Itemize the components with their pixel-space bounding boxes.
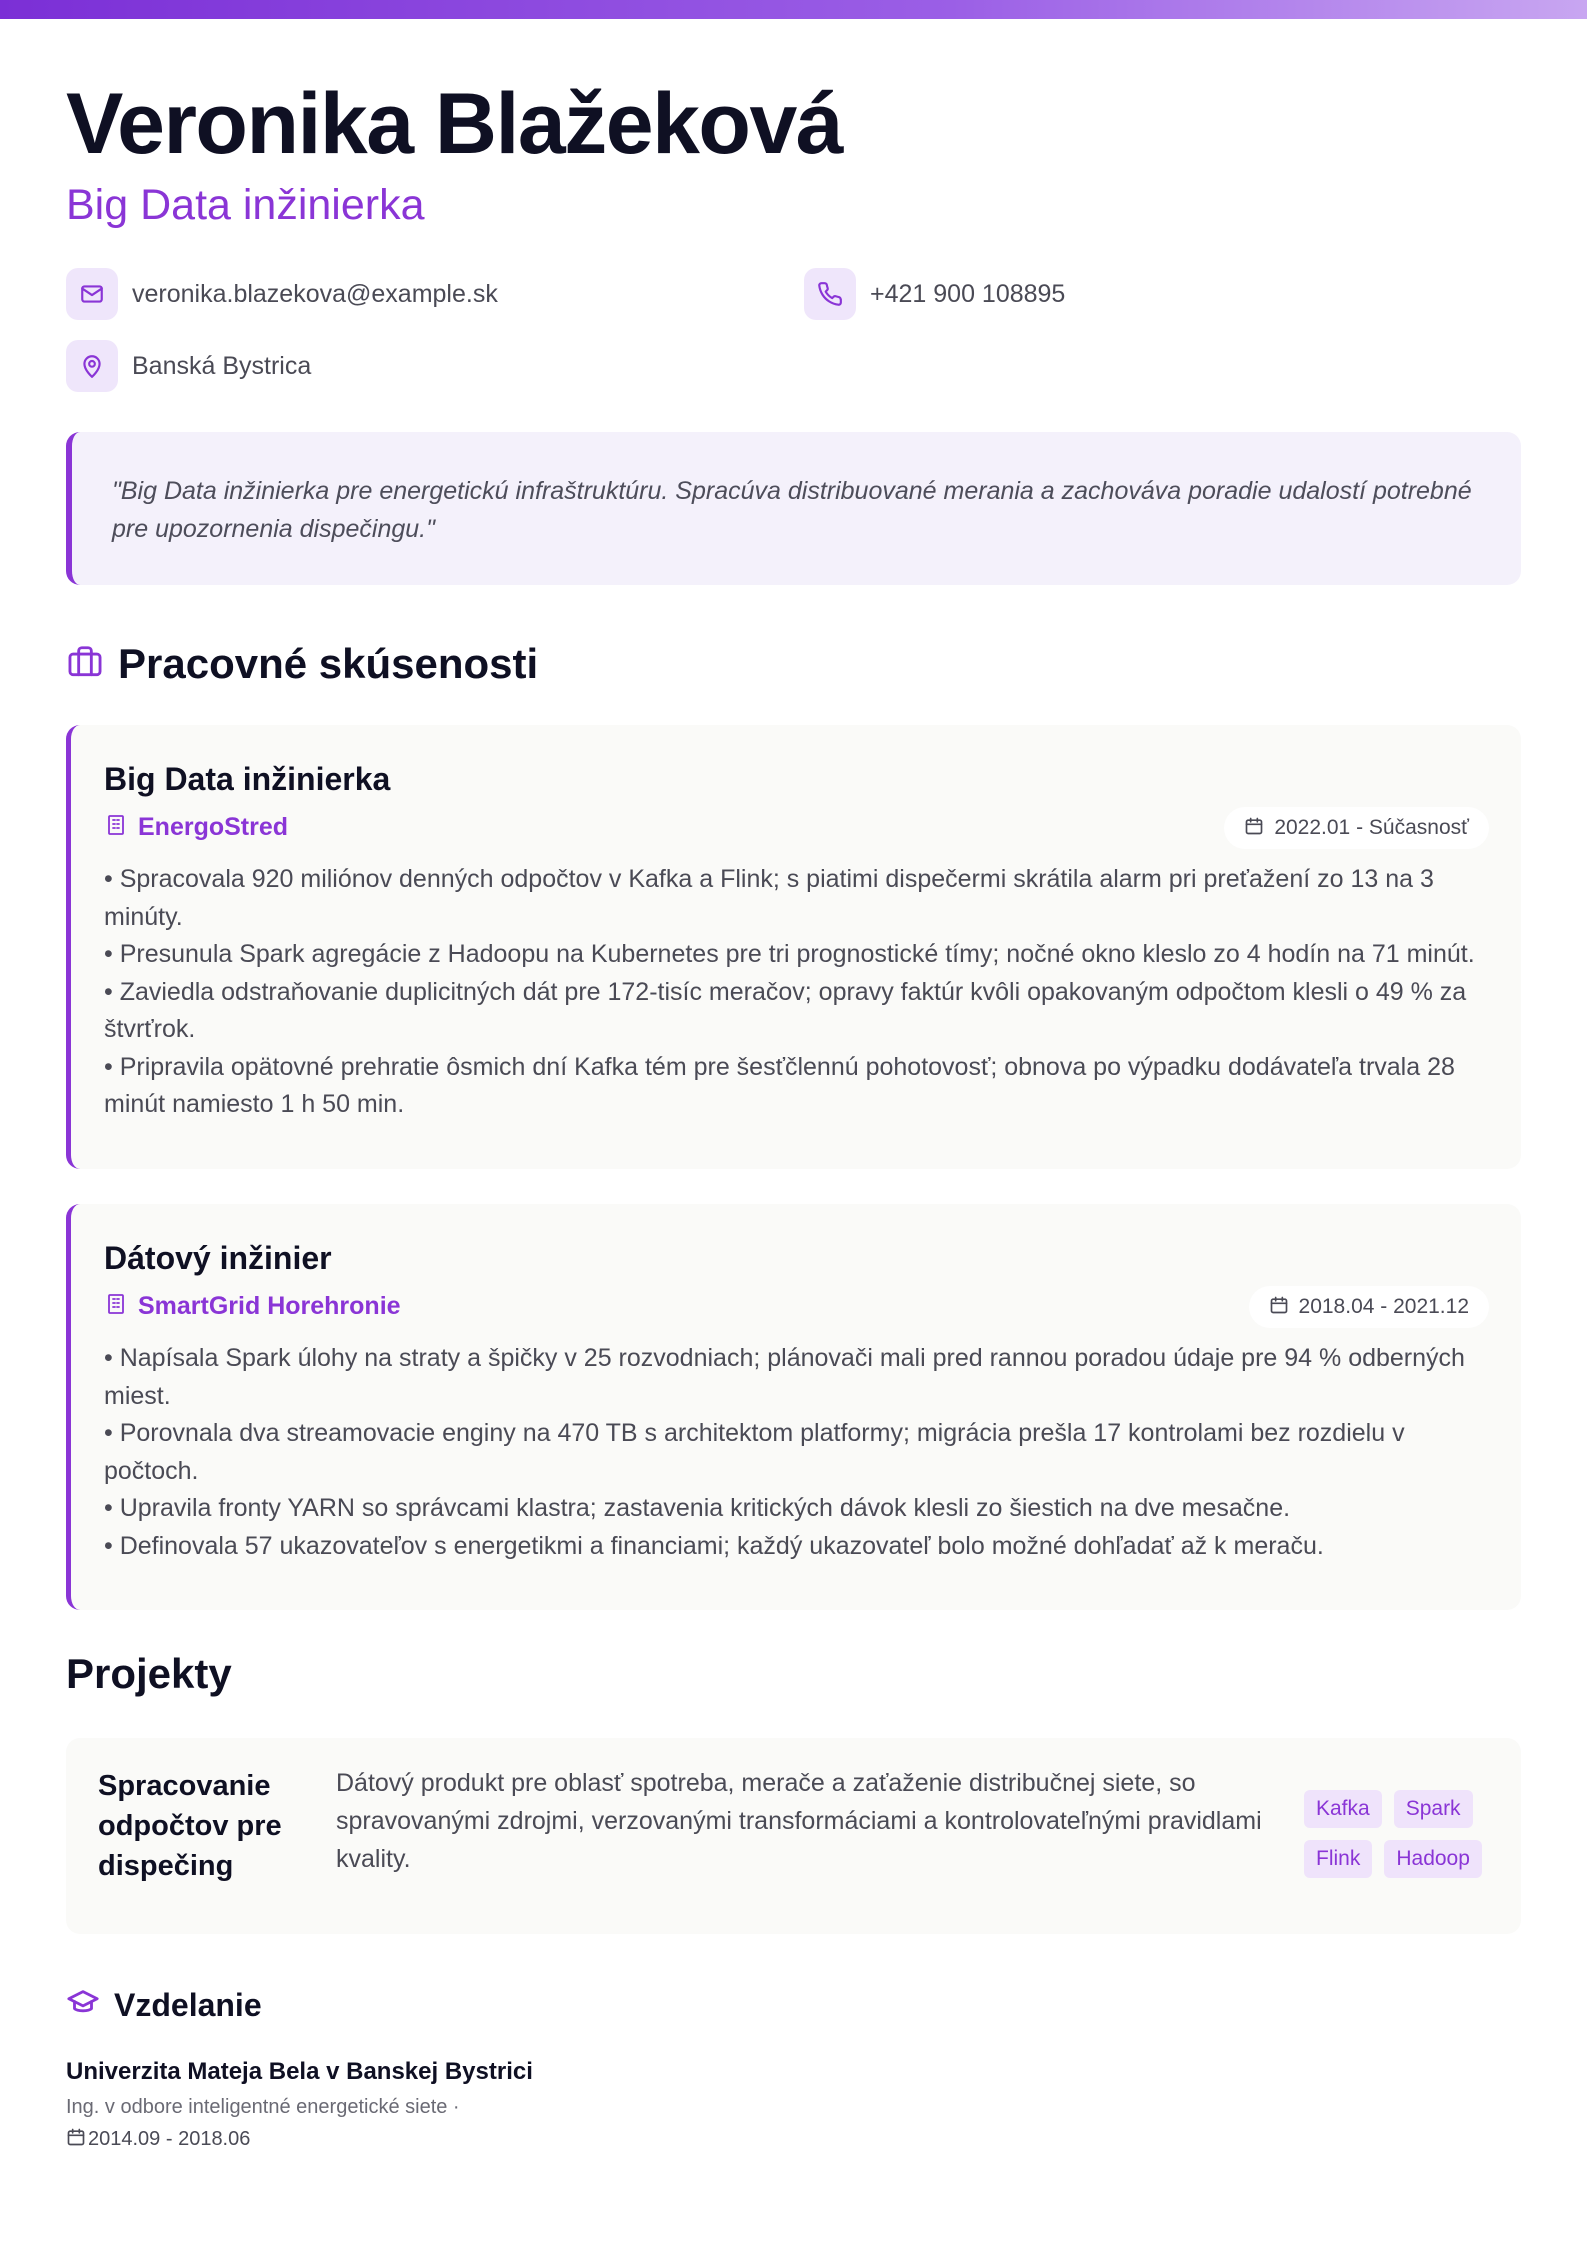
project-tags xyxy=(1304,1790,1504,1878)
candidate-title: Big Data inžinierka xyxy=(66,181,425,229)
building-icon xyxy=(104,1292,128,1321)
list-item: • Napísala Spark úlohy na straty a špičky v 25 rozvodniach; plánovači mali pred rannou poradou údaje pre 94 % odberných miest. xyxy=(104,1344,1465,1410)
calendar-icon xyxy=(1244,816,1264,841)
projects-heading-text: Projekty xyxy=(66,1650,232,1697)
job-company xyxy=(104,813,288,842)
briefcase-icon xyxy=(66,643,104,686)
education-heading-text: Vzdelanie xyxy=(114,1987,262,2023)
summary-text: "Big Data inžinierka pre energetickú infraštruktúru. Spracúva distribuované merania a zachováva poradie udalostí potrebné pre upozornenia dispečingu." xyxy=(112,477,1472,543)
job-entry xyxy=(66,725,1521,1169)
job-company xyxy=(104,1292,401,1321)
summary-quote xyxy=(66,432,1521,585)
mail-icon xyxy=(66,268,118,320)
graduation-cap-icon xyxy=(66,1986,100,2025)
project-card xyxy=(66,1738,1521,1934)
job-bullets xyxy=(104,861,1489,1124)
contact-location xyxy=(66,340,311,392)
education-degree: Ing. v odbore inteligentné energetické siete · xyxy=(66,2096,460,2118)
job-meta xyxy=(104,1286,1489,1334)
job-dates-badge xyxy=(1249,1286,1489,1328)
experience-heading-text: Pracovné skúsenosti xyxy=(118,640,539,687)
job-bullets xyxy=(104,1340,1489,1565)
building-icon xyxy=(104,813,128,842)
phone-icon xyxy=(804,268,856,320)
list-item: • Pripravila opätovné prehratie ôsmich dní Kafka tém pre šesťčlennú pohotovosť; obnova po výpadku dodávateľa trvala 28 minút namiesto 1 h 50 min. xyxy=(104,1052,1455,1118)
education-heading xyxy=(66,1986,262,2025)
job-dates: 2022.01 - Súčasnosť xyxy=(1274,816,1469,839)
calendar-icon xyxy=(66,2127,86,2152)
education-dates: 2014.09 - 2018.06 xyxy=(88,2128,251,2150)
list-item: • Presunula Spark agregácie z Hadoopu na Kubernetes pre tri prognostické tímy; nočné okno kleslo zo 4 hodín na 71 minút. xyxy=(104,940,1475,968)
phone-text: +421 900 108895 xyxy=(870,279,1066,308)
tag-flink: Flink xyxy=(1304,1840,1372,1878)
job-entry xyxy=(66,1204,1521,1610)
job-meta xyxy=(104,807,1489,855)
contact-email[interactable] xyxy=(66,268,498,320)
project-description: Dátový produkt pre oblasť spotreba, merače a zaťaženie distribučnej siete, so spravovanými zdrojmi, verzovanými transformáciami a kontrolovateľnými pravidlami kvality. xyxy=(336,1769,1262,1873)
email-text: veronika.blazekova@example.sk xyxy=(132,279,498,308)
education-school: Univerzita Mateja Bela v Banskej Bystrici xyxy=(66,2058,533,2085)
tag-kafka: Kafka xyxy=(1304,1790,1382,1828)
contact-phone[interactable] xyxy=(804,268,1065,320)
list-item: • Zaviedla odstraňovanie duplicitných dát pre 172-tisíc meračov; opravy faktúr kvôli opakovaným odpočtom klesli o 49 % za štvrťrok. xyxy=(104,977,1467,1043)
project-title: Spracovanie odpočtov pre dispečing xyxy=(98,1770,282,1882)
projects-heading xyxy=(66,1650,232,1698)
company-name: SmartGrid Horehronie xyxy=(138,1292,401,1320)
tag-spark: Spark xyxy=(1394,1790,1473,1828)
education-dates-row xyxy=(66,2127,250,2152)
list-item: • Definovala 57 ukazovateľov s energetikmi a financiami; každý ukazovateľ bolo možné dohľadať až k meraču. xyxy=(104,1531,1324,1560)
company-name: EnergoStred xyxy=(138,813,289,841)
candidate-name: Veronika Blažeková xyxy=(66,76,843,172)
job-role: Big Data inžinierka xyxy=(104,761,391,797)
job-dates-badge xyxy=(1224,807,1489,849)
location-text: Banská Bystrica xyxy=(132,351,312,380)
calendar-icon xyxy=(1269,1295,1289,1320)
list-item: • Spracovala 920 miliónov denných odpočtov v Kafka a Flink; s piatimi dispečermi skrátila alarm pri preťažení zo 13 na 3 minúty. xyxy=(104,865,1434,931)
job-dates: 2018.04 - 2021.12 xyxy=(1298,1295,1469,1318)
top-accent-bar xyxy=(0,0,1587,19)
list-item: • Upravila fronty YARN so správcami klastra; zastavenia kritických dávok klesli zo šiestich na dve mesačne. xyxy=(104,1494,1291,1522)
job-role: Dátový inžinier xyxy=(104,1240,332,1276)
experience-heading xyxy=(66,640,538,688)
location-pin-icon xyxy=(66,340,118,392)
tag-hadoop: Hadoop xyxy=(1384,1840,1482,1878)
list-item: • Porovnala dva streamovacie enginy na 470 TB s architektom platformy; migrácia prešla 17 kontrolami bez rozdielu v počtoch. xyxy=(104,1419,1405,1485)
